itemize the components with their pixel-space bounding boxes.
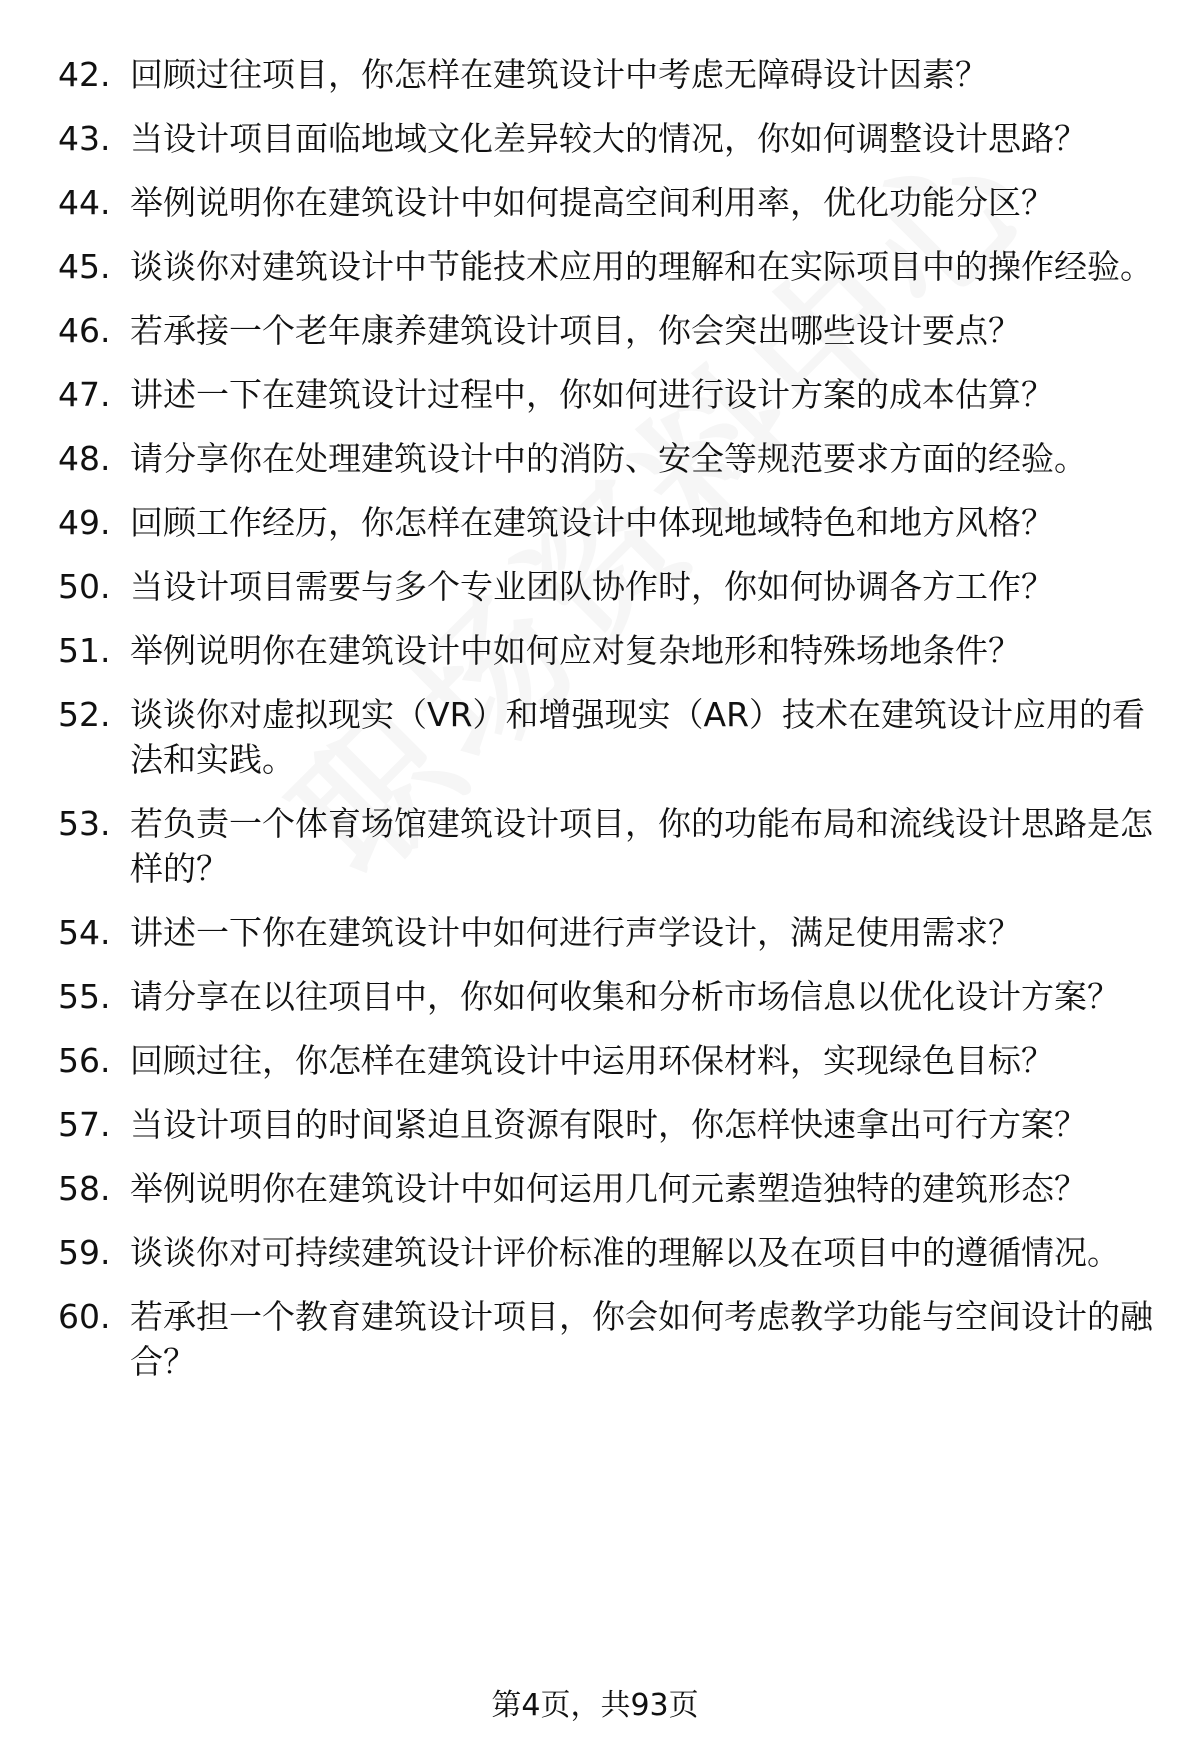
question-number: 46. <box>58 311 111 350</box>
question-item-57 <box>58 1102 1158 1147</box>
question-item-52 <box>58 692 1158 782</box>
question-text: 举例说明你在建筑设计中如何提高空间利用率，优化功能分区？ <box>130 183 1054 222</box>
question-number: 47. <box>58 375 111 414</box>
question-number: 59. <box>58 1233 111 1272</box>
question-text: 若承担一个教育建筑设计项目，你会如何考虑教学功能与空间设计的融合？ <box>130 1297 1153 1381</box>
question-number: 51. <box>58 631 111 670</box>
question-item-46 <box>58 308 1158 353</box>
question-item-59 <box>58 1230 1158 1275</box>
question-number: 60. <box>58 1297 111 1336</box>
question-number: 48. <box>58 439 111 478</box>
question-item-53 <box>58 801 1158 891</box>
question-number: 53. <box>58 804 111 843</box>
question-item-49 <box>58 500 1158 545</box>
question-item-44 <box>58 180 1158 225</box>
question-text: 当设计项目的时间紧迫且资源有限时，你怎样快速拿出可行方案？ <box>130 1105 1087 1144</box>
question-text: 谈谈你对可持续建筑设计评价标准的理解以及在项目中的遵循情况。 <box>130 1233 1120 1272</box>
question-text: 回顾过往，你怎样在建筑设计中运用环保材料，实现绿色目标？ <box>130 1041 1054 1080</box>
question-number: 52. <box>58 695 111 734</box>
question-number: 49. <box>58 503 111 542</box>
question-text: 若负责一个体育场馆建筑设计项目，你的功能布局和流线设计思路是怎样的？ <box>130 804 1153 888</box>
question-number: 55. <box>58 977 111 1016</box>
question-text: 回顾过往项目，你怎样在建筑设计中考虑无障碍设计因素？ <box>130 55 988 94</box>
question-text: 请分享你在处理建筑设计中的消防、安全等规范要求方面的经验。 <box>130 439 1087 478</box>
question-text: 请分享在以往项目中，你如何收集和分析市场信息以优化设计方案？ <box>130 977 1120 1016</box>
question-item-42 <box>58 52 1158 97</box>
question-item-58 <box>58 1166 1158 1211</box>
question-text: 当设计项目需要与多个专业团队协作时，你如何协调各方工作？ <box>130 567 1054 606</box>
question-item-54 <box>58 910 1158 955</box>
question-number: 54. <box>58 913 111 952</box>
question-item-50 <box>58 564 1158 609</box>
question-number: 50. <box>58 567 111 606</box>
question-item-47 <box>58 372 1158 417</box>
question-text: 讲述一下在建筑设计过程中，你如何进行设计方案的成本估算？ <box>130 375 1054 414</box>
question-list <box>58 52 1158 1403</box>
question-item-43 <box>58 116 1158 161</box>
question-number: 57. <box>58 1105 111 1144</box>
question-text: 讲述一下你在建筑设计中如何进行声学设计，满足使用需求？ <box>130 913 1021 952</box>
question-number: 44. <box>58 183 111 222</box>
question-number: 43. <box>58 119 111 158</box>
question-item-55 <box>58 974 1158 1019</box>
question-text: 谈谈你对建筑设计中节能技术应用的理解和在实际项目中的操作经验。 <box>130 247 1153 286</box>
question-item-51 <box>58 628 1158 673</box>
question-number: 42. <box>58 55 111 94</box>
question-text: 举例说明你在建筑设计中如何应对复杂地形和特殊场地条件？ <box>130 631 1021 670</box>
question-number: 56. <box>58 1041 111 1080</box>
question-text: 谈谈你对虚拟现实（VR）和增强现实（AR）技术在建筑设计应用的看法和实践。 <box>130 695 1146 779</box>
question-text: 举例说明你在建筑设计中如何运用几何元素塑造独特的建筑形态？ <box>130 1169 1087 1208</box>
page-number: 第4页，共93页 <box>491 1688 699 1723</box>
question-item-45 <box>58 244 1158 289</box>
question-item-56 <box>58 1038 1158 1083</box>
question-item-48 <box>58 436 1158 481</box>
question-text: 若承接一个老年康养建筑设计项目，你会突出哪些设计要点？ <box>130 311 1021 350</box>
question-number: 45. <box>58 247 111 286</box>
question-number: 58. <box>58 1169 111 1208</box>
question-text: 当设计项目面临地域文化差异较大的情况，你如何调整设计思路？ <box>130 119 1087 158</box>
question-item-60 <box>58 1294 1158 1384</box>
question-text: 回顾工作经历，你怎样在建筑设计中体现地域特色和地方风格？ <box>130 503 1054 542</box>
